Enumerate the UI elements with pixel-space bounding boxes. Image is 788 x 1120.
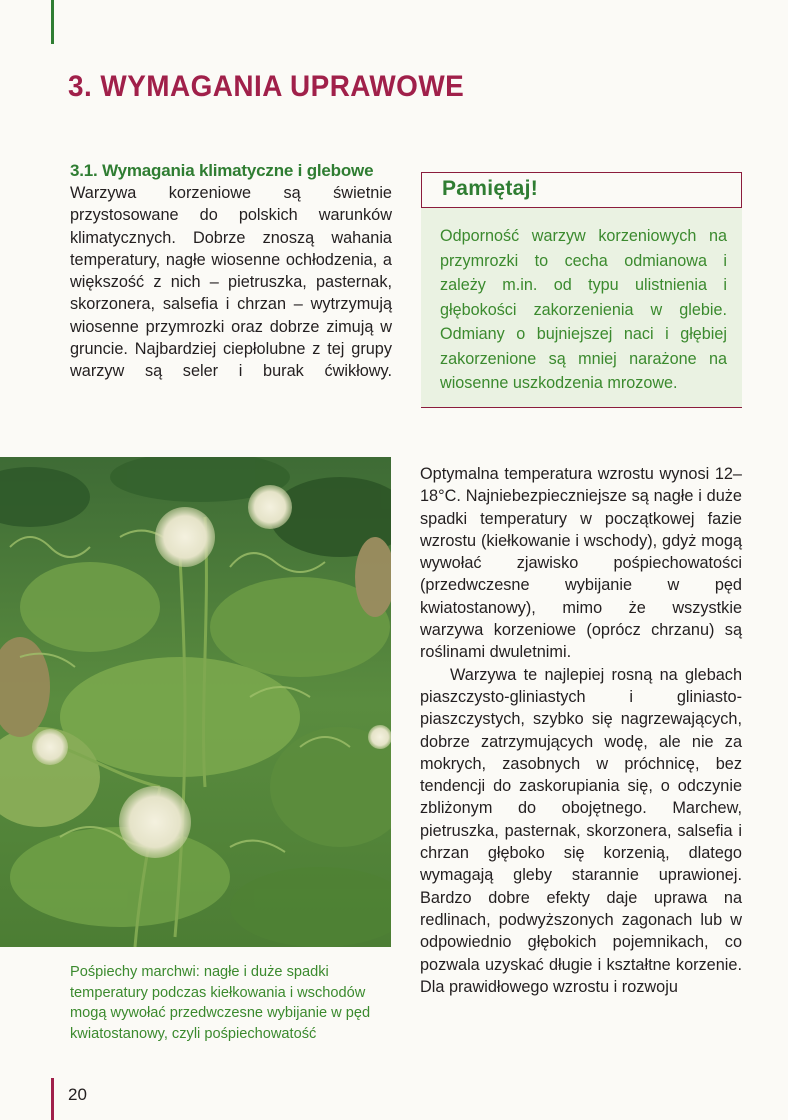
temperature-paragraph: Optymalna temperatura wzrostu wynosi 12–18°C. Najniebezpieczniejsze są nagłe i duże spadki temperatury w początkowej fazie wzrostu (kiełkowanie i wschody), gdyż mogą wywołać zjawisko pośpiechowatości (przedwczesne wybijanie w pęd kwiatostanowy), mimo że wszystkie warzywa korzeniowe (oprócz chrzanu) są roślinami dwuletnimi. xyxy=(420,465,742,662)
carrot-bolting-photo xyxy=(0,457,391,947)
section-heading: 3.1. Wymagania klimatyczne i glebowe xyxy=(70,161,374,180)
remember-box-title: Pamiętaj! xyxy=(442,177,539,200)
main-text-column xyxy=(420,463,742,998)
top-accent-bar xyxy=(51,0,54,44)
intro-column xyxy=(70,160,392,383)
remember-box-text: Odporność warzyw korzeniowych na przymrozki to cecha odmianowa i zależy m.in. od typu ulistnienia i głębokości zakorzenienia w glebie. Odmiany o bujniejszej naci i głębiej zakorzenione są mniej narażone na wiosenne uszkodzenia mrozowe. xyxy=(440,227,727,392)
page-number: 20 xyxy=(68,1085,87,1104)
remember-box xyxy=(421,172,742,408)
bottom-accent-bar xyxy=(51,1078,54,1120)
remember-box-divider xyxy=(421,407,742,408)
remember-box-header xyxy=(421,172,742,208)
photo-caption: Pośpiechy marchwi: nagłe i duże spadki temperatury podczas kiełkowania i wschodów mogą wywołać przedwczesne wybijanie w pęd kwiatostanowy, czyli pośpiechowatość xyxy=(70,964,371,1042)
page-title: 3. WYMAGANIA UPRAWOWE xyxy=(68,70,465,103)
intro-paragraph: Warzywa korzeniowe są świetnie przystosowane do polskich warunków klimatycznych. Dobrze znoszą wahania temperatury, nagłe wiosenne ochłodzenia, a większość z nich – pietruszka, pasternak, skorzonera, salsefia i chrzan – wytrzymują wiosenne przymrozki oraz dobrze zimują w gruncie. Najbardziej ciepłolubne z tej grupy warzyw są seler i burak ćwikłowy. xyxy=(70,184,392,381)
soil-paragraph: Warzywa te najlepiej rosną na glebach piaszczysto-gliniastych i gliniasto-piaszczystych, szybko się nagrzewających, dobrze zatrzymujących wodę, ale nie za mokrych, zasobnych w próchnicę, bez tendencji do zaskorupiania się, o odczynie zbliżonym do obojętnego. Marchew, pietruszka, pasternak, skorzonera, salsefia i chrzan głęboko się korzenią, dlatego wymagają gleby starannie uprawionej. Bardzo dobre efekty daje uprawa na redlinach, podwyższonych zagonach lub w odpowiednio głębokich pojemnikach, co pozwala uzyskać długie i kształtne korzenie. Dla prawidłowego wzrostu i rozwoju xyxy=(420,665,742,996)
carrot-plants-illustration xyxy=(0,457,391,947)
